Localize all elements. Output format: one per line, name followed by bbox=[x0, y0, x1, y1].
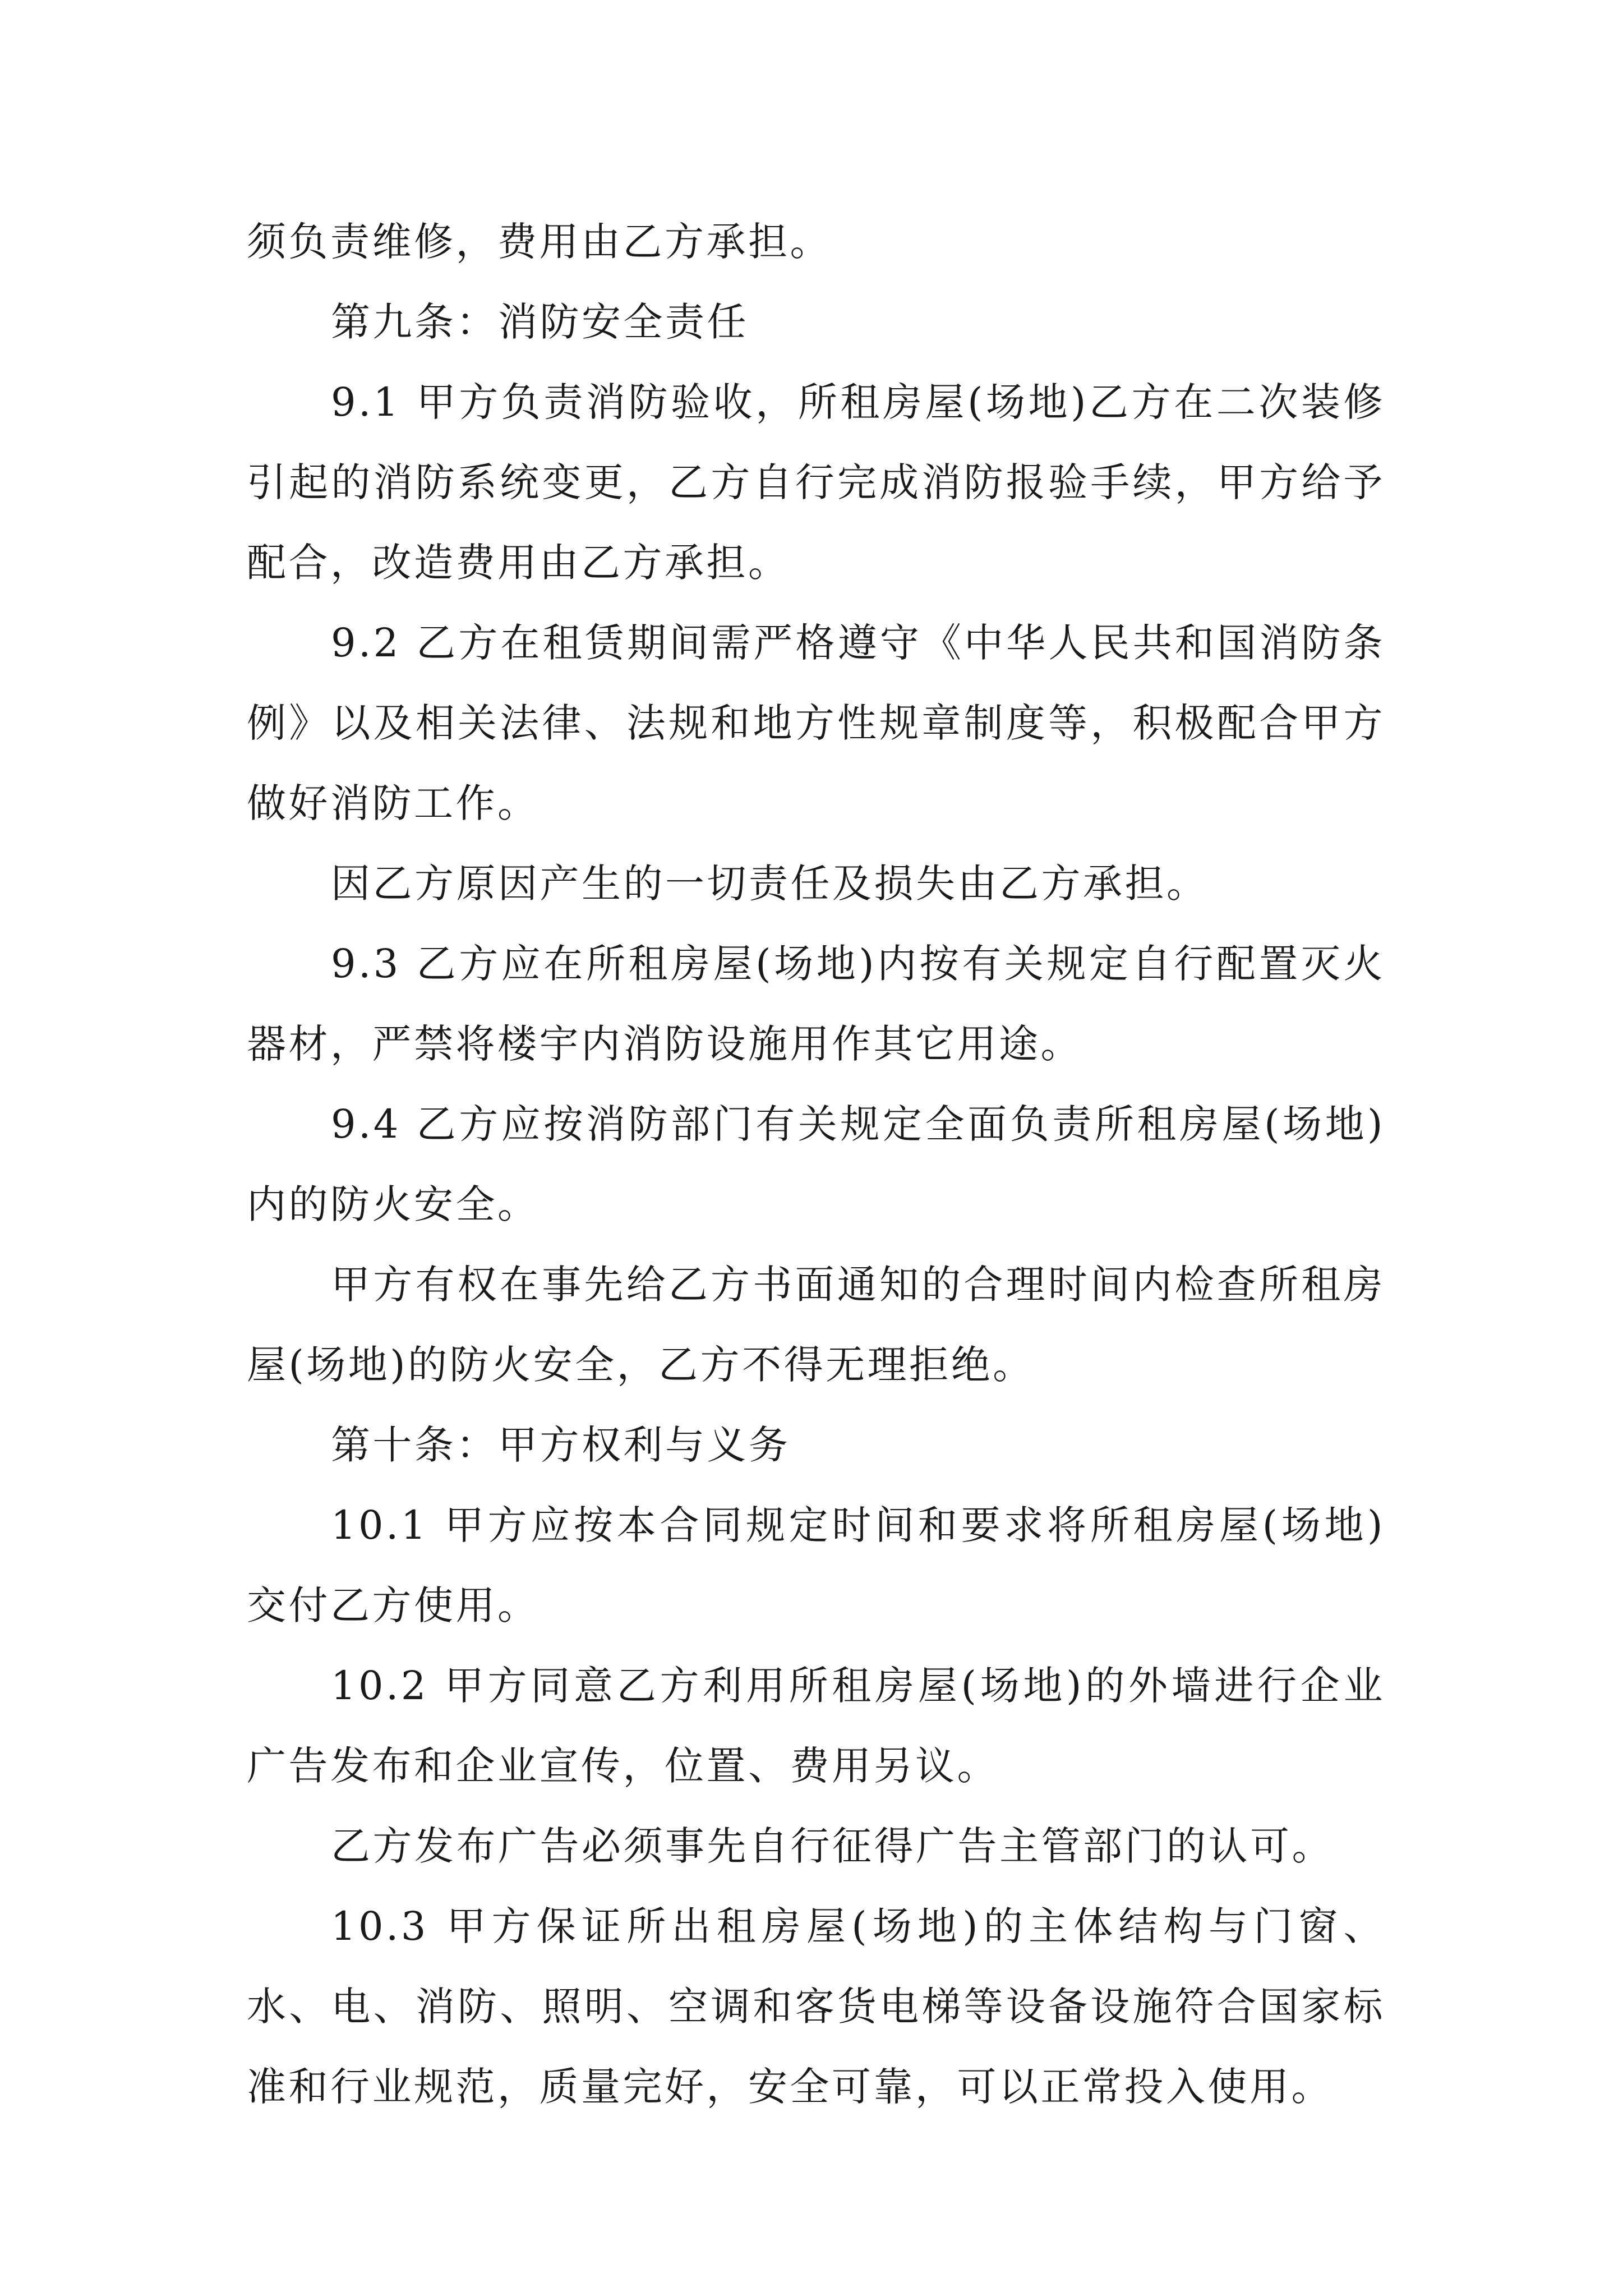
clause-10-1: 10.1 甲方应按本合同规定时间和要求将所租房屋(场地)交付乙方使用。 bbox=[247, 1502, 1385, 1628]
clause-10-2: 10.2 甲方同意乙方利用所租房屋(场地)的外墙进行企业广告发布和企业宣传，位置、费用另议。 bbox=[247, 1663, 1385, 1789]
article-10-heading: 第十条：甲方权利与义务 bbox=[331, 1422, 791, 1468]
article-9-heading: 第九条：消防安全责任 bbox=[331, 299, 749, 345]
clause-9-1: 9.1 甲方负责消防验收，所租房屋(场地)乙方在二次装修引起的消防系统变更，乙方自行完成消防报验手续，甲方给予配合，改造费用由乙方承担。 bbox=[247, 379, 1385, 586]
clause-9-4: 9.4 乙方应按消防部门有关规定全面负责所租房屋(场地)内的防火安全。 bbox=[247, 1101, 1385, 1227]
paragraph-continuation: 须负责维修，费用由乙方承担。 bbox=[247, 219, 832, 265]
clause-9-3: 9.3 乙方应在所租房屋(场地)内按有关规定自行配置灭火器材，严禁将楼宇内消防设施用作其它用途。 bbox=[247, 941, 1385, 1067]
clause-10-3: 10.3 甲方保证所出租房屋(场地)的主体结构与门窗、水、电、消防、照明、空调和客货电梯等设备设施符合国家标准和行业规范，质量完好，安全可靠，可以正常投入使用。 bbox=[247, 1903, 1385, 2110]
clause-9-2-liability: 因乙方原因产生的一切责任及损失由乙方承担。 bbox=[331, 861, 1209, 907]
clause-10-2-advertising: 乙方发布广告必须事先自行征得广告主管部门的认可。 bbox=[331, 1823, 1334, 1869]
clause-9-4-inspection: 甲方有权在事先给乙方书面通知的合理时间内检查所租房屋(场地)的防火安全，乙方不得无理拒绝。 bbox=[247, 1262, 1385, 1388]
clause-9-2: 9.2 乙方在租赁期间需严格遵守《中华人民共和国消防条例》以及相关法律、法规和地方性规章制度等，积极配合甲方做好消防工作。 bbox=[247, 620, 1385, 826]
contract-text-body bbox=[247, 202, 1385, 2127]
